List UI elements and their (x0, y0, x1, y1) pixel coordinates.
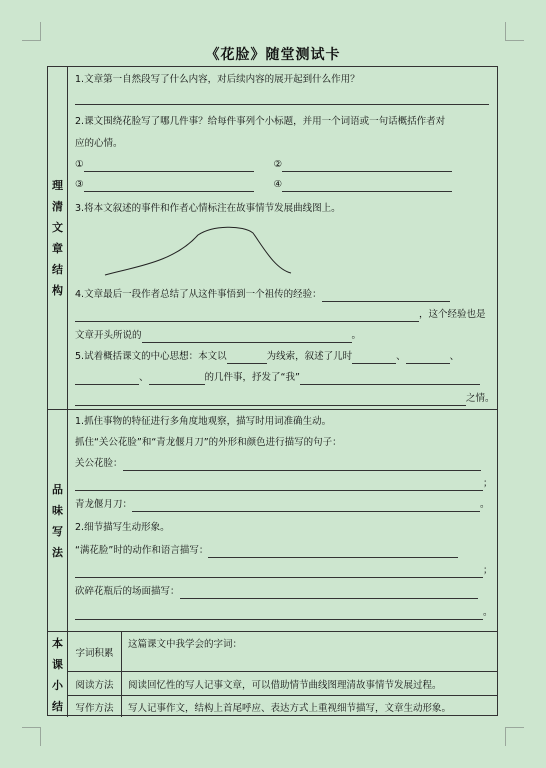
answer-blank-4c[interactable] (142, 332, 352, 343)
answer-blank-5d[interactable] (75, 374, 139, 385)
plot-curve-graph (103, 223, 293, 281)
summary-label: 字词积累 (68, 632, 122, 671)
summary-label: 阅读方法 (68, 672, 122, 695)
side-char: 理 (52, 179, 63, 192)
answer-blank-full-face[interactable] (208, 547, 458, 558)
answer-blank-5a[interactable] (227, 353, 267, 364)
vase-scene-line-2 (75, 606, 493, 620)
punctuation: ； (483, 478, 493, 489)
side-char: 味 (52, 503, 63, 517)
point-2: 2.细节描写生动形象。 (75, 522, 170, 533)
field-label: 关公花脸： (75, 458, 123, 469)
side-char: 清 (52, 200, 63, 213)
summary-text: 阅读回忆性的写人记事文章，可以借助情节曲线图理清故事情节发展过程。 (128, 679, 442, 691)
item-number: ④ (273, 179, 283, 190)
question-3: 3.将本文叙述的事件和作者心情标注在故事情节发展曲线图上。 (75, 203, 341, 214)
full-face-line (75, 544, 493, 558)
section-writing-technique (48, 410, 497, 632)
answer-blank-5g[interactable] (75, 395, 466, 406)
question-2-line-1: 2.课文围绕花脸写了哪几件事？给每件事列个小标题，并用一个词语或一句话概括作者对 (75, 116, 446, 127)
plot-curve-line (105, 227, 291, 275)
summary-text[interactable]: 这篇课文中我学会的字词： (128, 639, 243, 650)
answer-blank-5e[interactable] (149, 374, 205, 385)
question-5-line-1 (75, 350, 493, 364)
answer-blank-4a[interactable] (322, 291, 450, 302)
question-5-text: 的几件事，抒发了“我” (204, 372, 300, 383)
full-face-line-2 (75, 564, 493, 578)
field-label: 砍碎花瓶后的场面描写： (75, 586, 180, 597)
summary-label: 写作方法 (68, 696, 122, 717)
punctuation: 、 (396, 351, 406, 362)
section-structure-content (75, 67, 493, 409)
section-writing-content (75, 410, 493, 631)
question-4-text: 文章开头所说的 (75, 330, 142, 341)
question-4-text: ，这个经验也是 (419, 309, 486, 320)
question-5-line-3 (75, 392, 493, 406)
answer-blank-face-2[interactable] (75, 480, 483, 491)
side-char: 品 (52, 482, 63, 496)
side-char: 法 (52, 545, 63, 559)
question-5-text: 5.试着概括课文的中心思想：本文以 (75, 351, 227, 362)
side-char: 结 (52, 699, 63, 713)
crop-mark-top-left (22, 22, 41, 41)
punctuation: 。 (480, 499, 490, 510)
question-4-line-1 (75, 288, 493, 302)
answer-blank-5b[interactable] (352, 353, 396, 364)
side-char: 写 (52, 524, 63, 538)
side-char: 构 (52, 284, 63, 297)
crop-mark-bottom-right (505, 727, 524, 746)
section-writing-label (48, 410, 68, 631)
side-char: 本 (52, 636, 63, 650)
answer-row-3-4 (75, 178, 493, 192)
item-number: ② (273, 159, 283, 170)
vase-scene-line (75, 585, 493, 599)
point-1-instruction: 抓住“关公花脸”和“青龙偃月刀”的外形和颜色进行描写的句子： (75, 437, 342, 448)
answer-blank-5f[interactable] (300, 374, 480, 385)
field-label: “满花脸”时的动作和语言描写： (75, 545, 209, 556)
guan-gong-face-line-2 (75, 477, 493, 491)
point-1: 1.抓住事物的特征进行多角度地观察，描写时用词准确生动。 (75, 416, 332, 427)
section-summary-label (48, 632, 68, 717)
punctuation: 。 (483, 607, 493, 618)
punctuation: 、 (139, 372, 149, 383)
question-4-line-2 (75, 308, 493, 322)
page-title: 《花脸》随堂测试卡 (205, 47, 341, 63)
section-structure-label (48, 67, 68, 409)
answer-line-1[interactable] (75, 103, 489, 105)
question-5-text: 之情。 (466, 393, 495, 404)
item-number: ③ (75, 179, 84, 190)
answer-row-1-2 (75, 158, 493, 172)
answer-blank-full-face-2[interactable] (75, 567, 483, 578)
blade-line (75, 498, 493, 512)
answer-blank-3[interactable] (84, 181, 254, 192)
punctuation: 、 (449, 351, 460, 362)
item-number: ① (75, 159, 84, 170)
summary-row-writing (68, 696, 497, 717)
question-5-text: 为线索，叙述了儿时 (266, 351, 353, 362)
side-char: 章 (52, 242, 63, 255)
question-5-line-2 (75, 371, 493, 385)
answer-blank-blade[interactable] (132, 501, 480, 512)
punctuation: ； (483, 565, 493, 576)
guan-gong-face-line (75, 457, 493, 471)
crop-mark-top-right (505, 22, 524, 41)
answer-blank-1[interactable] (84, 161, 254, 172)
question-2-line-2: 应的心情。 (75, 138, 123, 149)
question-1: 1.文章第一自然段写了什么内容，对后续内容的展开起到什么作用？ (75, 74, 360, 85)
answer-blank-5c[interactable] (406, 353, 450, 364)
side-char: 结 (52, 263, 63, 276)
crop-mark-bottom-left (22, 727, 41, 746)
summary-row-vocabulary (68, 632, 497, 672)
question-4-line-3 (75, 329, 493, 343)
side-char: 文 (52, 221, 63, 234)
side-char: 小 (52, 678, 63, 692)
answer-blank-4b[interactable] (75, 311, 419, 322)
summary-table (68, 632, 497, 717)
answer-blank-2[interactable] (282, 161, 452, 172)
punctuation: 。 (351, 330, 362, 341)
section-structure (48, 67, 497, 410)
answer-blank-4[interactable] (282, 181, 452, 192)
side-char: 课 (52, 657, 63, 671)
answer-blank-vase[interactable] (180, 588, 478, 599)
section-summary (48, 632, 497, 717)
field-label: 青龙偃月刀： (75, 499, 133, 510)
summary-text: 写人记事作文，结构上首尾呼应、表达方式上重视细节描写，文章生动形象。 (128, 702, 452, 714)
answer-blank-vase-2[interactable] (75, 609, 483, 620)
question-4-text: 4.文章最后一段作者总结了从这件事悟到一个祖传的经验： (75, 289, 322, 300)
test-card-table (47, 66, 498, 716)
summary-row-reading (68, 672, 497, 696)
answer-blank-face[interactable] (123, 460, 481, 471)
